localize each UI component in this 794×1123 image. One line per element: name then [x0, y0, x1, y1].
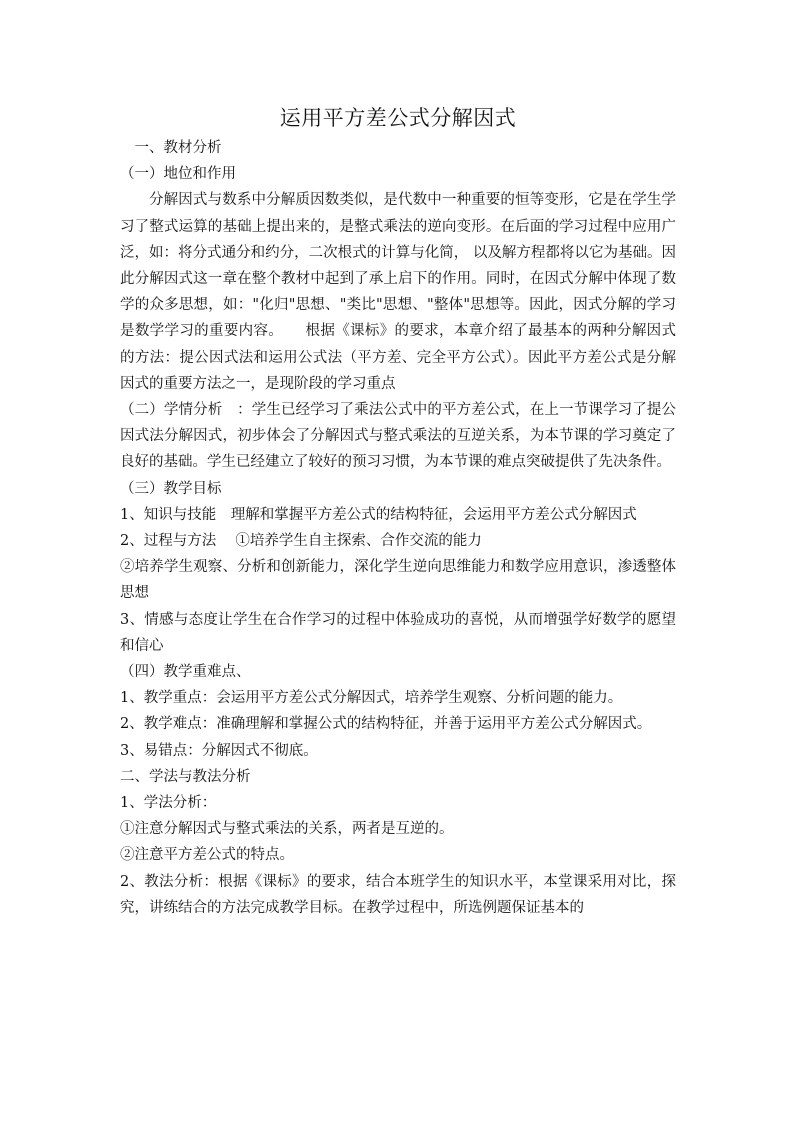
paragraph-emotion-attitude: 3、情感与态度让学生在合作学习的过程中体验成功的喜悦，从而增强学好数学的愿望和信心: [120, 611, 676, 654]
paragraph-learning-method-1: ①注意分解因式与整式乘法的关系，两者是互逆的。: [120, 821, 454, 838]
subsection-heading-key-difficult-points: （四）教学重难点、: [120, 664, 251, 681]
paragraph-process-method: 2、过程与方法 ①培养学生自主探索、合作交流的能力: [120, 533, 482, 550]
document-body: [120, 103, 676, 921]
paragraph-student-analysis: （二）学情分析 ：学生已经学习了乘法公式中的平方差公式，在上一节课学习了提公因式法分解因式，初步体会了分解因式与整式乘法的互逆关系，为本节课的学习奠定了良好的基础。学生已经建立了较好的预习习惯，为本节课的难点突破提供了先决条件。: [120, 402, 676, 471]
section-heading-learning-teaching-methods: 二、学法与教法分析: [120, 768, 251, 785]
subsection-heading-position-role: （一）地位和作用: [120, 166, 236, 183]
paragraph-difficult-point: 2、教学难点：准确理解和掌握公式的结构特征，并善于运用平方差公式分解因式。: [120, 716, 652, 733]
paragraph-learning-method-2: ②注意平方差公式的特点。: [120, 847, 294, 864]
document-title: 运用平方差公式分解因式: [279, 106, 517, 130]
paragraph-key-point: 1、教学重点：会运用平方差公式分解因式，培养学生观察、分析问题的能力。: [120, 690, 623, 707]
subsection-heading-teaching-goals: （三）教学目标: [120, 480, 222, 497]
section-heading-textbook-analysis: 一、教材分析: [134, 140, 222, 156]
paragraph-knowledge-skills: 1、知识与技能 理解和掌握平方差公式的结构特征，会运用平方差公式分解因式: [120, 506, 637, 523]
paragraph-learning-method-heading: 1、学法分析：: [120, 795, 217, 812]
paragraph-error-prone-point: 3、易错点：分解因式不彻底。: [120, 742, 318, 759]
paragraph-teaching-method: 2、教法分析：根据《课标》的要求，结合本班学生的知识水平，本堂课采用对比，探究，讲练结合的方法完成教学目标。在教学过程中，所选例题保证基本的: [120, 873, 676, 916]
paragraph-observation-analysis: ②培养学生观察、分析和创新能力，深化学生逆向思维能力和数学应用意识，渗透整体思想: [120, 559, 676, 602]
paragraph-position-role: 分解因式与数系中分解质因数类似，是代数中一种重要的恒等变形，它是在学生学习了整式运算的基础上提出来的，是整式乘法的逆向变形。在后面的学习过程中应用广泛，如：将分式通分和约分，二次根式的计算与化简， 以及解方程都将以它为基础。因此分解因式这一章在整个教材中起到了承上启下的作用。同时，在因式分解中体现了数学的众多思想，如："化归"思想、"类比"思想、"整体"思想等。因此，因式分解的学习是数学学习的重要内容。 根据《课标》的要求，本章介绍了最基本的两种分解因式的方法：提公因式法和运用公式法（平方差、完全平方公式）。因此平方差公式是分解因式的重要方法之一，是现阶段的学习重点: [120, 192, 676, 392]
